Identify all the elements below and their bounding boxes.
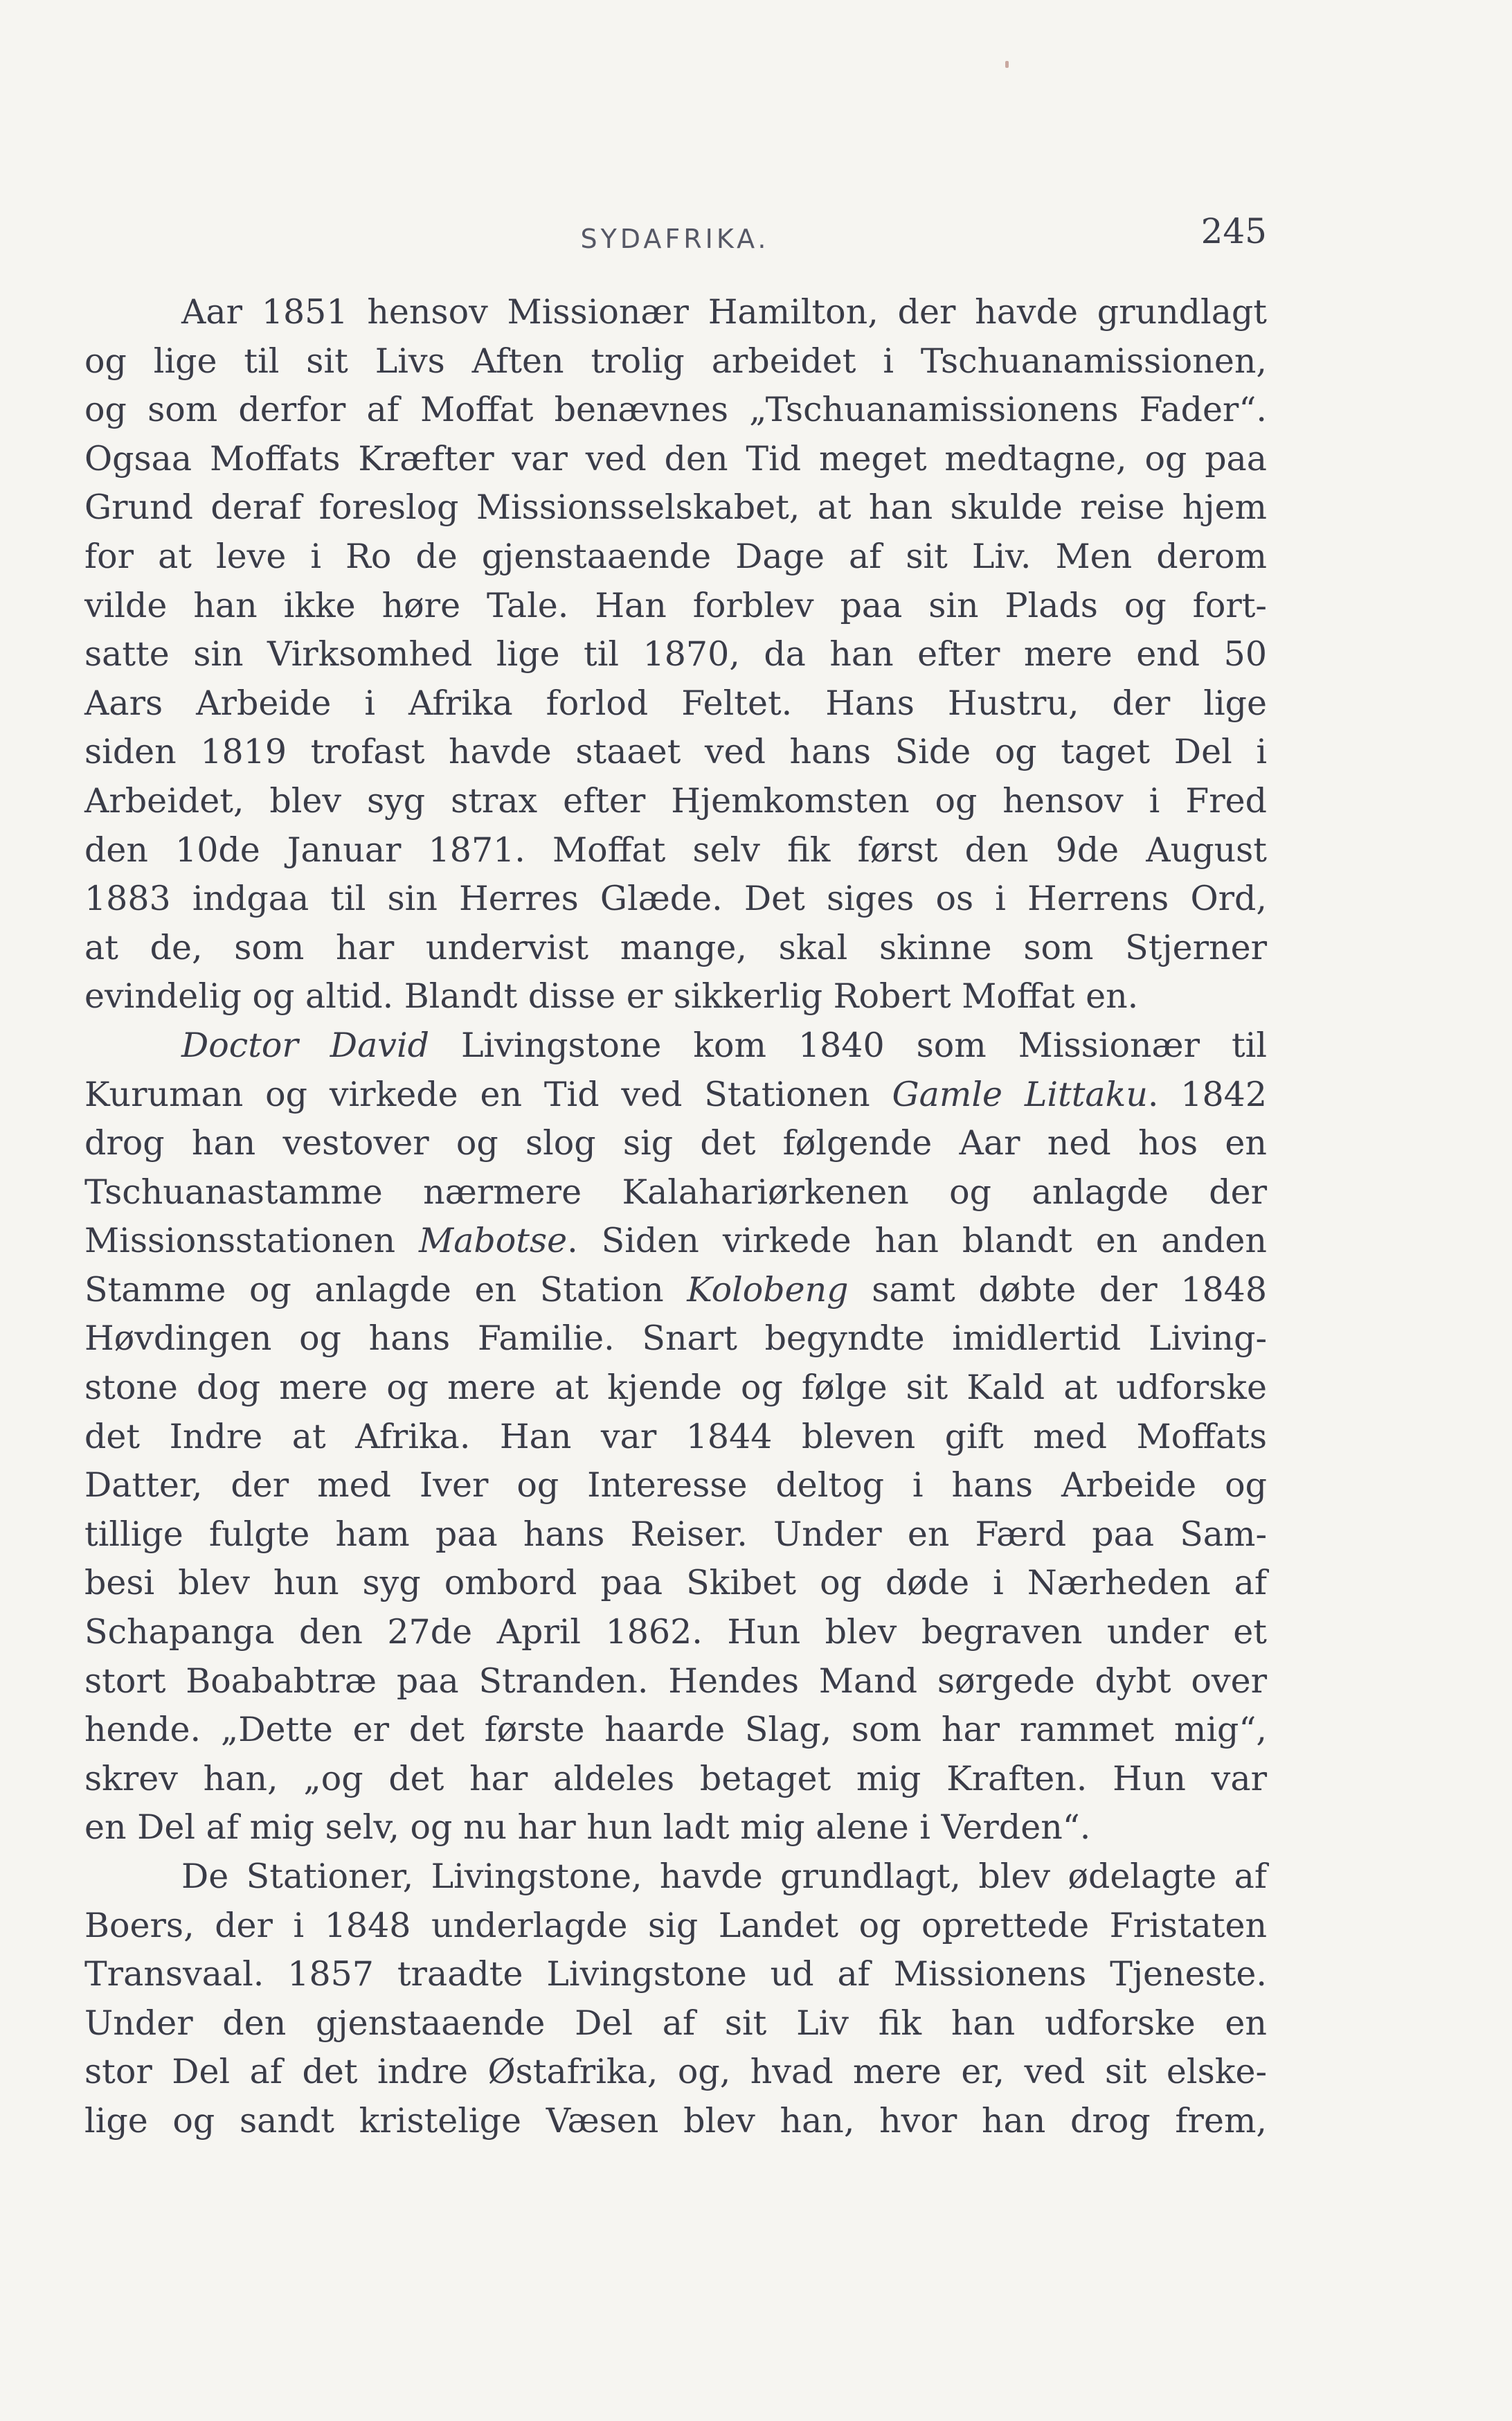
text-line: siden 1819 trofast havde staaet ved hans Side og taget Del i xyxy=(84,732,1267,772)
text-line: Grund deraf foreslog Missionsselskabet, at han skulde reise hjem xyxy=(84,488,1267,528)
text-line: De Stationer, Livingstone, havde grundlagt, blev ødelagte af xyxy=(181,1857,1267,1896)
text-line: Tschuanastamme nærmere Kalahariørkenen og anlagde der xyxy=(84,1172,1267,1212)
italic-place-mabotse: Mabotse xyxy=(419,1221,568,1261)
text-line: skrev han, „og det har aldeles betaget mig Kraften. Hun var xyxy=(84,1758,1267,1798)
text-line: stor Del af det indre Østafrika, og, hvad mere er, ved sit elske- xyxy=(84,2052,1267,2092)
text-fragment: samt døbte der 1848 xyxy=(872,1269,1268,1310)
text-line-with-italic xyxy=(84,1217,1267,1266)
text-line: 1883 indgaa til sin Herres Glæde. Det siges os i Herrens Ord, xyxy=(84,879,1267,919)
text-line: tillige fulgte ham paa hans Reiser. Under en Færd paa Sam- xyxy=(84,1514,1267,1554)
text-line: at de, som har undervist mange, skal skinne som Stjerner xyxy=(84,927,1267,967)
text-fragment: . Siden virkede han blandt en anden xyxy=(567,1221,1267,1261)
text-line: for at leve i Ro de gjenstaaende Dage af sit Liv. Men derom xyxy=(84,536,1267,576)
text-line-with-italic xyxy=(84,1071,1267,1120)
text-line: Transvaal. 1857 traadte Livingstone ud af Missionens Tjeneste. xyxy=(84,1954,1267,1994)
text-line: Aars Arbeide i Afrika forlod Feltet. Hans Hustru, der lige xyxy=(84,683,1267,723)
text-line: en Del af mig selv, og nu har hun ladt mig alene i Verden“. xyxy=(84,1807,1091,1848)
text-line: besi blev hun syg ombord paa Skibet og døde i Nærheden af xyxy=(84,1563,1267,1603)
text-line: det Indre at Afrika. Han var 1844 bleven gift med Moffats xyxy=(84,1416,1267,1456)
text-line: og som derfor af Moffat benævnes „Tschuanamissionens Fader“. xyxy=(84,390,1267,430)
page-number: 245 xyxy=(1200,211,1267,251)
text-line: og lige til sit Livs Aften trolig arbeidet i Tschuanamissionen, xyxy=(84,341,1267,381)
text-line: lige og sandt kristelige Væsen blev han, hvor han drog frem, xyxy=(84,2100,1267,2141)
text-line: den 10de Januar 1871. Moffat selv fik først den 9de August xyxy=(84,830,1267,870)
text-line: Schapanga den 27de April 1862. Hun blev begraven under et xyxy=(84,1612,1267,1652)
text-fragment: . 1842 xyxy=(1147,1074,1268,1114)
page-header xyxy=(83,211,1267,260)
text-line: vilde han ikke høre Tale. Han forblev paa sin Plads og fort- xyxy=(84,585,1267,625)
text-line: Arbeidet, blev syg strax efter Hjemkomsten og hensov i Fred xyxy=(84,780,1267,821)
text-line: stone dog mere og mere at kjende og følge sit Kald at udforske xyxy=(84,1368,1267,1408)
italic-name-doctor-david: Doctor David xyxy=(181,1025,430,1065)
text-line-with-italic xyxy=(84,1021,1267,1071)
text-line: Boers, der i 1848 underlagde sig Landet og oprettede Fristaten xyxy=(84,1905,1267,1945)
text-line: Datter, der med Iver og Interesse deltog i hans Arbeide og xyxy=(84,1465,1267,1506)
text-line: evindelig og altid. Blandt disse er sikkerlig Robert Moffat en. xyxy=(84,976,1139,1017)
text-line: drog han vestover og slog sig det følgende Aar ned hos en xyxy=(84,1123,1267,1163)
text-line: Ogsaa Moffats Kræfter var ved den Tid meget medtagne, og paa xyxy=(84,438,1267,479)
running-head: SYDAFRIKA. xyxy=(580,224,770,254)
text-line: Høvdingen og hans Familie. Snart begyndte imidlertid Living- xyxy=(84,1319,1267,1359)
paper-speck xyxy=(1005,61,1009,68)
italic-place-gamle-littaku: Gamle Littaku xyxy=(892,1074,1148,1114)
text-line: hende. „Dette er det første haarde Slag, som har rammet mig“, xyxy=(84,1710,1267,1750)
page-body-text xyxy=(84,288,1267,2146)
text-line: stort Boababtræ paa Stranden. Hendes Mand sørgede dybt over xyxy=(84,1661,1267,1701)
text-line: Aar 1851 hensov Missionær Hamilton, der havde grundlagt xyxy=(181,292,1267,332)
text-line: Under den gjenstaaende Del af sit Liv fik han udforske en xyxy=(84,2003,1267,2043)
text-fragment: Kuruman og virkede en Tid ved Stationen xyxy=(84,1074,870,1114)
text-line-with-italic xyxy=(84,1266,1267,1315)
text-fragment: Livingstone kom 1840 som Missionær til xyxy=(461,1025,1268,1065)
text-fragment: Missionsstationen xyxy=(84,1221,396,1261)
text-line: satte sin Virksomhed lige til 1870, da han efter mere end 50 xyxy=(84,634,1267,675)
italic-place-kolobeng: Kolobeng xyxy=(687,1269,849,1310)
text-fragment: Stamme og anlagde en Station xyxy=(84,1269,664,1310)
